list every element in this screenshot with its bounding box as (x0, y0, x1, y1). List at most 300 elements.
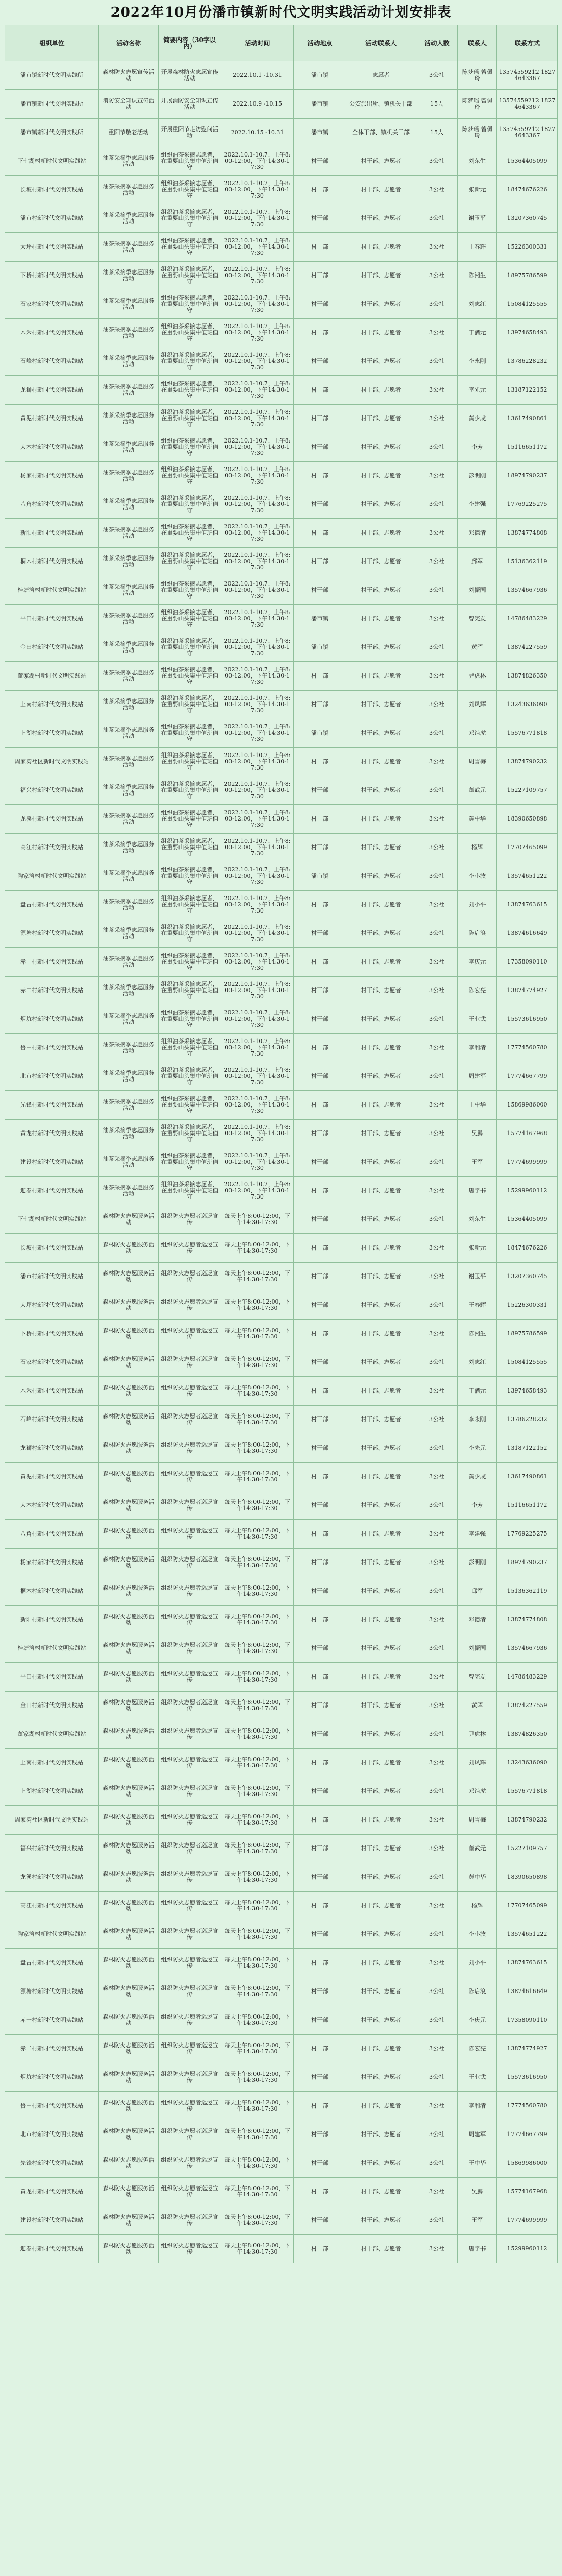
cell-organizer (5, 719, 99, 748)
cell-count (416, 1463, 458, 1491)
cell-phone-text: 15299960112 (507, 1188, 547, 1194)
cell-count-text: 3公社 (429, 415, 444, 422)
cell-phone-text: 15116651172 (507, 1502, 547, 1508)
cell-location (294, 1148, 346, 1177)
cell-organizer (5, 2092, 99, 2120)
cell-location-text: 村干部 (311, 1302, 328, 1308)
table-row (5, 147, 558, 176)
cell-organizer (5, 891, 99, 919)
cell-contact (458, 1406, 497, 1434)
cell-phone (497, 1777, 558, 1806)
cell-summary-text: 组织防火志愿者巡逻宣传 (161, 1385, 219, 1397)
cell-phone (497, 2178, 558, 2206)
cell-contact-text: 刘东生 (468, 158, 486, 164)
cell-location (294, 462, 346, 490)
cell-contact (458, 1062, 497, 1091)
cell-time-text: 每天上午8:00-12:00，下午14:30-17:30 (224, 2128, 290, 2141)
table-row (5, 90, 558, 119)
cell-organizer-text: 龙溪村新时代文明实践站 (20, 816, 83, 822)
table-row (5, 862, 558, 891)
cell-phone-text: 18474676226 (507, 187, 547, 193)
cell-location (294, 1692, 346, 1720)
table-row (5, 548, 558, 576)
cell-count (416, 1777, 458, 1806)
cell-location-text: 村干部 (311, 1073, 328, 1079)
cell-location (294, 176, 346, 204)
cell-count-text: 3公社 (429, 272, 444, 279)
cell-time (221, 1692, 294, 1720)
cell-organizer (5, 1949, 99, 1977)
cell-activity-name-text: 森林防火志愿服务活动 (103, 2157, 155, 2169)
cell-time (221, 605, 294, 633)
cell-location (294, 1806, 346, 1835)
cell-summary-text: 组织油茶采摘志愿者，在重要山头集中值班值守 (161, 1067, 219, 1086)
cell-organizer (5, 805, 99, 834)
cell-location (294, 1577, 346, 1606)
cell-location-text: 村干部 (311, 1760, 328, 1766)
cell-participants (346, 1463, 416, 1491)
cell-location-text: 村干部 (311, 501, 328, 508)
cell-count (416, 1148, 458, 1177)
cell-participants (346, 2092, 416, 2120)
cell-time (221, 748, 294, 776)
table-row (5, 633, 558, 662)
cell-location-text: 村干部 (311, 1273, 328, 1280)
cell-time-text: 2022.10.1-10.7，上午8:00-12:00，下午14:30-17:30 (224, 895, 291, 914)
cell-activity-name (99, 462, 159, 490)
cell-count (416, 919, 458, 948)
cell-phone-text: 13243636090 (507, 1760, 547, 1766)
cell-organizer-text: 大木村新时代文明实践站 (20, 1502, 83, 1508)
cell-location (294, 948, 346, 977)
cell-summary-text: 组织防火志愿者巡逻宣传 (161, 1928, 219, 1941)
header-summary: 简要内容（30字以内） (159, 25, 221, 61)
cell-location-text: 村干部 (311, 1960, 328, 1966)
cell-contact-text: 刘小平 (468, 1960, 486, 1966)
cell-organizer-text: 黄泥村新时代文明实践站 (20, 415, 83, 422)
cell-location (294, 1177, 346, 1205)
cell-participants (346, 834, 416, 862)
cell-phone-text: 18390650898 (507, 816, 547, 822)
cell-activity-name-text: 森林防火志愿服务活动 (103, 1785, 155, 1798)
cell-time-text: 2022.10.1-10.7，上午8:00-12:00，下午14:30-17:30 (224, 581, 291, 600)
cell-participants-text: 村干部、志愿者 (361, 616, 401, 622)
cell-activity-name (99, 2206, 159, 2235)
table-row (5, 1177, 558, 1205)
cell-organizer-text: 董家湖村新时代文明实践站 (17, 673, 86, 679)
cell-participants-text: 村干部、志愿者 (361, 1216, 401, 1222)
cell-summary (159, 462, 221, 490)
cell-time (221, 919, 294, 948)
cell-organizer (5, 605, 99, 633)
cell-organizer (5, 1749, 99, 1777)
cell-summary (159, 1949, 221, 1977)
cell-organizer (5, 1291, 99, 1320)
cell-organizer-text: 龙狮村新时代文明实践站 (20, 1445, 83, 1451)
cell-participants (346, 2178, 416, 2206)
cell-time (221, 433, 294, 462)
cell-time (221, 1835, 294, 1863)
cell-location (294, 2235, 346, 2263)
cell-summary-text: 组织油茶采摘志愿者，在重要山头集中值班值守 (161, 838, 219, 857)
cell-time (221, 1606, 294, 1634)
cell-contact-text: 陈梦瑶 曾佩玲 (462, 126, 493, 139)
cell-time (221, 1549, 294, 1577)
cell-contact (458, 576, 497, 605)
table-row (5, 1634, 558, 1663)
cell-participants-text: 村干部、志愿者 (361, 701, 401, 708)
cell-organizer-text: 鲁中村新时代文明实践站 (20, 1045, 83, 1051)
cell-location (294, 290, 346, 319)
cell-activity-name (99, 1835, 159, 1863)
table-row (5, 1806, 558, 1835)
cell-participants-text: 村干部、志愿者 (361, 987, 401, 994)
cell-activity-name (99, 919, 159, 948)
cell-activity-name-text: 森林防火志愿服务活动 (103, 2243, 155, 2255)
cell-time (221, 548, 294, 576)
cell-activity-name (99, 1549, 159, 1577)
cell-count (416, 2006, 458, 2035)
cell-activity-name-text: 森林防火志愿服务活动 (103, 1499, 155, 1512)
cell-organizer-text: 先锋村新时代文明实践站 (20, 2160, 83, 2166)
cell-time (221, 1234, 294, 1263)
cell-summary-text: 组织防火志愿者巡逻宣传 (161, 2128, 219, 2141)
cell-time-text: 2022.10.1-10.7，上午8:00-12:00，下午14:30-17:30 (224, 295, 291, 314)
cell-count (416, 1606, 458, 1634)
table-row (5, 1835, 558, 1863)
cell-activity-name (99, 1091, 159, 1120)
cell-activity-name-text: 森林防火志愿服务活动 (103, 1757, 155, 1769)
cell-contact (458, 1491, 497, 1520)
cell-phone-text: 13243636090 (507, 701, 547, 708)
cell-participants-text: 村干部、志愿者 (361, 1903, 401, 1909)
cell-time-text: 每天上午8:00-12:00，下午14:30-17:30 (224, 1614, 290, 1626)
cell-summary (159, 1663, 221, 1692)
cell-contact-text: 李芳 (471, 444, 483, 450)
cell-location (294, 376, 346, 405)
cell-count (416, 1892, 458, 1920)
cell-summary (159, 61, 221, 90)
cell-contact (458, 919, 497, 948)
cell-participants-text: 村干部、志愿者 (361, 816, 401, 822)
cell-location-text: 村干部 (311, 1445, 328, 1451)
cell-activity-name (99, 1806, 159, 1835)
header-count: 活动人数 (416, 25, 458, 61)
cell-summary-text: 组织油茶采摘志愿者，在重要山头集中值班值守 (161, 1038, 219, 1057)
table-row (5, 1863, 558, 1892)
cell-contact-text: 陈启浪 (468, 1988, 486, 1995)
cell-organizer (5, 748, 99, 776)
table-row (5, 1777, 558, 1806)
cell-participants-text: 村干部、志愿者 (361, 501, 401, 508)
cell-phone (497, 748, 558, 776)
cell-organizer (5, 1348, 99, 1377)
cell-summary (159, 1835, 221, 1863)
cell-time-text: 每天上午8:00-12:00，下午14:30-17:30 (224, 1871, 290, 1883)
cell-contact (458, 490, 497, 519)
cell-count (416, 433, 458, 462)
cell-phone-text: 13574651222 (507, 1931, 547, 1937)
table-row (5, 1291, 558, 1320)
cell-organizer (5, 1520, 99, 1549)
cell-phone-text: 17774699999 (507, 1159, 547, 1165)
cell-contact-text: 李永刚 (468, 358, 486, 365)
cell-count (416, 319, 458, 347)
cell-summary-text: 组织防火志愿者巡逻宣传 (161, 1814, 219, 1826)
cell-contact (458, 1091, 497, 1120)
cell-contact-text: 李建强 (468, 501, 486, 508)
cell-location-text: 村干部 (311, 1617, 328, 1623)
cell-summary (159, 1205, 221, 1234)
cell-count-text: 3公社 (429, 1016, 444, 1022)
cell-organizer (5, 1005, 99, 1034)
cell-contact (458, 1263, 497, 1291)
cell-phone (497, 1749, 558, 1777)
cell-organizer (5, 548, 99, 576)
cell-phone (497, 719, 558, 748)
cell-count (416, 233, 458, 262)
cell-count-text: 3公社 (429, 816, 444, 822)
cell-count (416, 576, 458, 605)
cell-contact-text: 黄少成 (468, 415, 486, 422)
cell-summary-text: 组织油茶采摘志愿者，在重要山头集中值班值守 (161, 638, 219, 657)
cell-participants (346, 262, 416, 290)
cell-count (416, 1663, 458, 1692)
cell-organizer (5, 834, 99, 862)
cell-count (416, 719, 458, 748)
cell-participants-text: 村干部、志愿者 (361, 873, 401, 879)
cell-location-text: 村干部 (311, 1817, 328, 1823)
cell-organizer (5, 691, 99, 719)
cell-activity-name (99, 1692, 159, 1720)
cell-count-text: 3公社 (429, 1502, 444, 1508)
cell-phone-text: 13574559212 18274643367 (499, 69, 556, 82)
cell-phone (497, 834, 558, 862)
cell-time (221, 290, 294, 319)
cell-organizer (5, 462, 99, 490)
table-row (5, 1577, 558, 1606)
table-row (5, 405, 558, 433)
cell-phone (497, 61, 558, 90)
cell-time-text: 每天上午8:00-12:00，下午14:30-17:30 (224, 1471, 290, 1483)
cell-time (221, 519, 294, 548)
cell-participants (346, 776, 416, 805)
cell-summary-text: 组织防火志愿者巡逻宣传 (161, 2185, 219, 2198)
cell-activity-name-text: 油茶采摘季志愿服务活动 (103, 327, 155, 339)
cell-organizer-text: 潘市镇新时代文明实践所 (20, 129, 83, 136)
cell-organizer-text: 迎春村新时代文明实践站 (20, 1188, 83, 1194)
cell-location (294, 1091, 346, 1120)
cell-organizer (5, 1577, 99, 1606)
cell-summary-text: 组织防火志愿者巡逻宣传 (161, 1499, 219, 1512)
cell-phone-text: 15136362119 (507, 1588, 547, 1594)
cell-phone (497, 691, 558, 719)
cell-count (416, 891, 458, 919)
cell-count-text: 3公社 (429, 2103, 444, 2109)
cell-activity-name (99, 948, 159, 977)
cell-location (294, 891, 346, 919)
table-row (5, 2120, 558, 2149)
cell-location-text: 村干部 (311, 844, 328, 851)
cell-contact-text: 王军 (471, 2217, 483, 2223)
cell-organizer-text: 下七湖村新时代文明实践站 (17, 158, 86, 164)
cell-phone-text: 17707465099 (507, 1903, 547, 1909)
cell-contact-text: 李小波 (468, 873, 486, 879)
cell-location (294, 776, 346, 805)
cell-participants-text: 村干部、志愿者 (361, 444, 401, 450)
cell-participants-text: 村干部、志愿者 (361, 272, 401, 279)
table-row (5, 834, 558, 862)
cell-activity-name (99, 862, 159, 891)
cell-phone (497, 462, 558, 490)
cell-organizer (5, 61, 99, 90)
cell-summary-text: 组织防火志愿者巡逻宣传 (161, 1413, 219, 1426)
cell-organizer-text: 桂塘湾村新时代文明实践站 (17, 587, 86, 593)
cell-activity-name-text: 油茶采摘季志愿服务活动 (103, 1099, 155, 1111)
cell-count-text: 3公社 (429, 358, 444, 365)
cell-summary (159, 2006, 221, 2035)
cell-organizer (5, 1549, 99, 1577)
cell-participants (346, 405, 416, 433)
cell-time (221, 2206, 294, 2235)
cell-time (221, 1062, 294, 1091)
cell-count-text: 3公社 (429, 1702, 444, 1709)
cell-organizer (5, 1835, 99, 1863)
cell-contact-text: 黄中华 (468, 816, 486, 822)
cell-phone-text: 15299960112 (507, 2246, 547, 2252)
cell-phone (497, 2149, 558, 2178)
cell-summary-text: 组织油茶采摘志愿者，在重要山头集中值班值守 (161, 667, 219, 685)
cell-count (416, 1091, 458, 1120)
cell-activity-name (99, 548, 159, 576)
cell-location-text: 村干部 (311, 1331, 328, 1337)
cell-organizer-text: 下七湖村新时代文明实践站 (17, 1216, 86, 1222)
cell-summary (159, 1977, 221, 2006)
cell-summary (159, 748, 221, 776)
cell-contact-text: 唐学书 (468, 1188, 486, 1194)
cell-time-text: 每天上午8:00-12:00，下午14:30-17:30 (224, 1757, 290, 1769)
cell-location (294, 1463, 346, 1491)
cell-phone-text: 13874616649 (507, 1988, 547, 1995)
cell-participants-text: 村干部、志愿者 (361, 673, 401, 679)
cell-time (221, 633, 294, 662)
cell-count (416, 1406, 458, 1434)
cell-count-text: 3公社 (429, 2074, 444, 2080)
cell-location (294, 1777, 346, 1806)
cell-participants (346, 319, 416, 347)
cell-phone (497, 1377, 558, 1406)
cell-phone-text: 17774699999 (507, 2217, 547, 2223)
cell-organizer-text: 金田村新时代文明实践站 (20, 1702, 83, 1709)
cell-activity-name (99, 119, 159, 147)
cell-activity-name (99, 1291, 159, 1320)
cell-location (294, 1892, 346, 1920)
cell-participants (346, 1005, 416, 1034)
cell-location (294, 834, 346, 862)
cell-time (221, 1034, 294, 1062)
cell-phone-text: 13874774808 (507, 1617, 547, 1623)
cell-participants-text: 村干部、志愿者 (361, 1188, 401, 1194)
cell-participants-text: 村干部、志愿者 (361, 330, 401, 336)
cell-organizer-text: 董家湖村新时代文明实践站 (17, 1731, 86, 1737)
cell-count-text: 3公社 (429, 72, 444, 79)
cell-organizer-text: 潘市镇新时代文明实践所 (20, 72, 83, 79)
cell-contact-text: 李庆元 (468, 2017, 486, 2023)
cell-time-text: 2022.10.1-10.7，上午8:00-12:00，下午14:30-17:30 (224, 638, 291, 657)
cell-phone (497, 776, 558, 805)
cell-contact (458, 691, 497, 719)
cell-time-text: 2022.10.1-10.7，上午8:00-12:00，下午14:30-17:30 (224, 466, 291, 485)
cell-summary-text: 组织防火志愿者巡逻宣传 (161, 1699, 219, 1712)
cell-summary (159, 1120, 221, 1148)
cell-time-text: 2022.10.1-10.7，上午8:00-12:00，下午14:30-17:30 (224, 1038, 291, 1057)
cell-count-text: 3公社 (429, 1559, 444, 1566)
cell-time-text: 2022.10.1-10.7，上午8:00-12:00，下午14:30-17:30 (224, 352, 291, 371)
cell-count (416, 519, 458, 548)
cell-count-text: 3公社 (429, 215, 444, 222)
cell-organizer (5, 1806, 99, 1835)
cell-activity-name-text: 森林防火志愿服务活动 (103, 2071, 155, 2084)
cell-time (221, 1663, 294, 1692)
cell-phone-text: 13187122152 (507, 387, 547, 393)
cell-participants-text: 村干部、志愿者 (361, 1845, 401, 1852)
cell-summary (159, 176, 221, 204)
cell-location-text: 村干部 (311, 1159, 328, 1165)
cell-location (294, 1606, 346, 1634)
cell-time (221, 1177, 294, 1205)
cell-count (416, 1234, 458, 1263)
cell-count-text: 3公社 (429, 759, 444, 765)
cell-time (221, 490, 294, 519)
cell-summary-text: 组织油茶采摘志愿者，在重要山头集中值班值守 (161, 495, 219, 514)
cell-count-text: 3公社 (429, 1159, 444, 1165)
cell-organizer (5, 2006, 99, 2035)
cell-participants (346, 433, 416, 462)
cell-time-text: 2022.10.1-10.7，上午8:00-12:00，下午14:30-17:30 (224, 180, 291, 199)
cell-phone (497, 1920, 558, 1949)
cell-activity-name-text: 油茶采摘季志愿服务活动 (103, 899, 155, 911)
cell-count-text: 3公社 (429, 187, 444, 193)
cell-organizer (5, 319, 99, 347)
cell-activity-name-text: 森林防火志愿服务活动 (103, 1528, 155, 1540)
cell-location-text: 村干部 (311, 1559, 328, 1566)
cell-contact (458, 347, 497, 376)
cell-phone-text: 15869986000 (507, 1102, 547, 1108)
cell-summary (159, 1148, 221, 1177)
cell-time-text: 每天上午8:00-12:00，下午14:30-17:30 (224, 1671, 290, 1683)
cell-count (416, 776, 458, 805)
cell-participants-text: 村干部、志愿者 (361, 1245, 401, 1251)
cell-phone-text: 18474676226 (507, 1245, 547, 1251)
cell-location (294, 633, 346, 662)
cell-phone-text: 15774167968 (507, 2189, 547, 2195)
cell-location-text: 村干部 (311, 759, 328, 765)
cell-participants (346, 1062, 416, 1091)
cell-summary-text: 组织防火志愿者巡逻宣传 (161, 1213, 219, 1226)
cell-organizer (5, 1692, 99, 1720)
cell-participants-text: 村干部、志愿者 (361, 1988, 401, 1995)
cell-time-text: 2022.10.15 -10.31 (231, 129, 284, 136)
cell-organizer-text: 周家湾社区新时代文明实践站 (15, 759, 89, 765)
cell-phone (497, 1835, 558, 1863)
cell-contact (458, 1920, 497, 1949)
cell-location (294, 1749, 346, 1777)
cell-phone-text: 18974790237 (507, 1559, 547, 1566)
table-row (5, 1005, 558, 1034)
cell-participants-text: 村干部、志愿者 (361, 1302, 401, 1308)
cell-phone-text: 17707465099 (507, 844, 547, 851)
cell-contact (458, 748, 497, 776)
